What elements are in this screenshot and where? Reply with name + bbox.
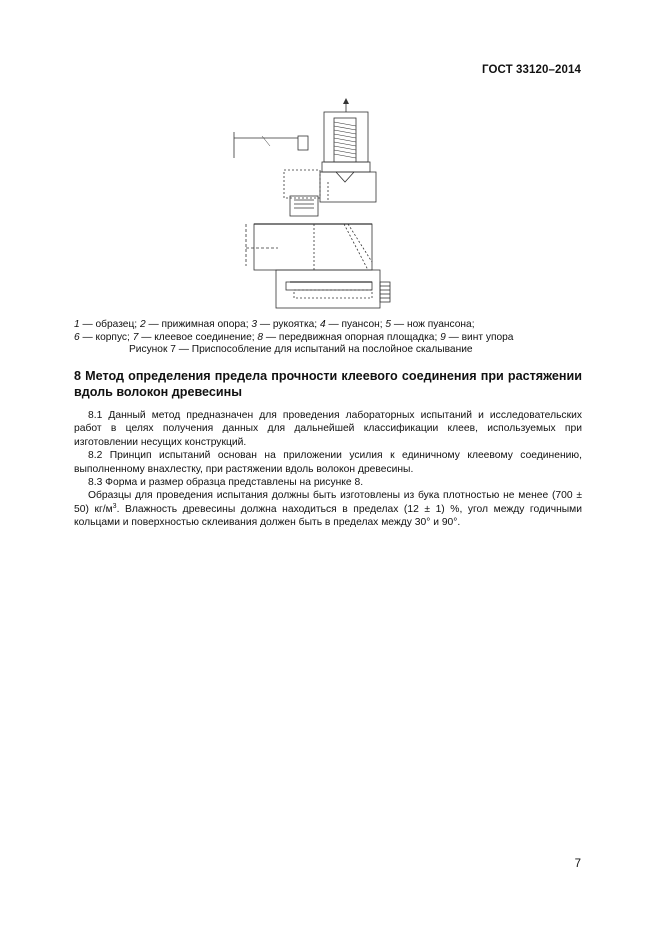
page-number: 7 (574, 858, 581, 870)
legend-text: — винт упора (445, 332, 514, 344)
legend-line-1 (74, 318, 584, 331)
paragraph-8-1: 8.1 Данный метод предназначен для проведения лабораторных испытаний и исследовательских работ в целях получения данных для дальнейшей классификации клеев, используемых при изготовлении несущих конструкций. (74, 410, 582, 448)
legend-text: — образец; (79, 319, 140, 330)
legend-num: 4 (319, 319, 326, 330)
paragraph-8-2: 8.2 Принцип испытаний основан на приложении усилия к единичному клеевому соединению, выполненному внахлестку, при растяжении вдоль волокон древесины. (74, 450, 582, 475)
legend-text: — рукоятка; (257, 319, 320, 330)
paragraph-specimen-requirements (74, 489, 582, 529)
figure-7-drawing (228, 96, 398, 316)
legend-num: 1 (74, 319, 80, 330)
legend-num: 6 (74, 332, 80, 344)
paragraph-8-3: 8.3 Форма и размер образца представлены на рисунке 8. (88, 477, 364, 489)
section-heading: 8 Метод определения предела прочности клеевого соединения при растяжении вдоль волокон древесины (74, 369, 582, 399)
legend-num: 3 (251, 319, 258, 330)
legend-num: 7 (132, 332, 139, 344)
legend-text: — клеевое соединение; (138, 332, 258, 344)
section-body (74, 409, 582, 530)
paragraph-text: Образцы для проведения испытания должны быть изготовлены из бука плотностью не менее (700 ± 50) кг/м (74, 490, 582, 515)
document-code: ГОСТ 33120–2014 (481, 64, 581, 76)
legend-num: 8 (257, 332, 264, 344)
legend-text: — корпус; (79, 332, 133, 344)
paragraph-text: . Влажность древесины должна находиться в пределах (12 ± 1) %, угол между годичными кольцами и поверхностью склеивания должен быть в пределах между 30° и 90°. (74, 503, 582, 529)
figure-caption: Рисунок 7 — Приспособление для испытаний на послойное скалывание (129, 344, 473, 355)
legend-num: 2 (139, 319, 146, 330)
legend-text: — передвижная опорная площадка; (263, 332, 441, 344)
legend-text: — прижимная опора; (145, 319, 252, 330)
legend-line-2 (74, 331, 584, 344)
legend-text: — нож пуансона; (391, 319, 475, 330)
legend-num: 5 (385, 319, 392, 330)
legend-text: — пуансон; (325, 319, 386, 330)
legend-num: 9 (440, 332, 446, 344)
figure-legend (74, 318, 584, 344)
superscript: 3 (112, 502, 117, 510)
